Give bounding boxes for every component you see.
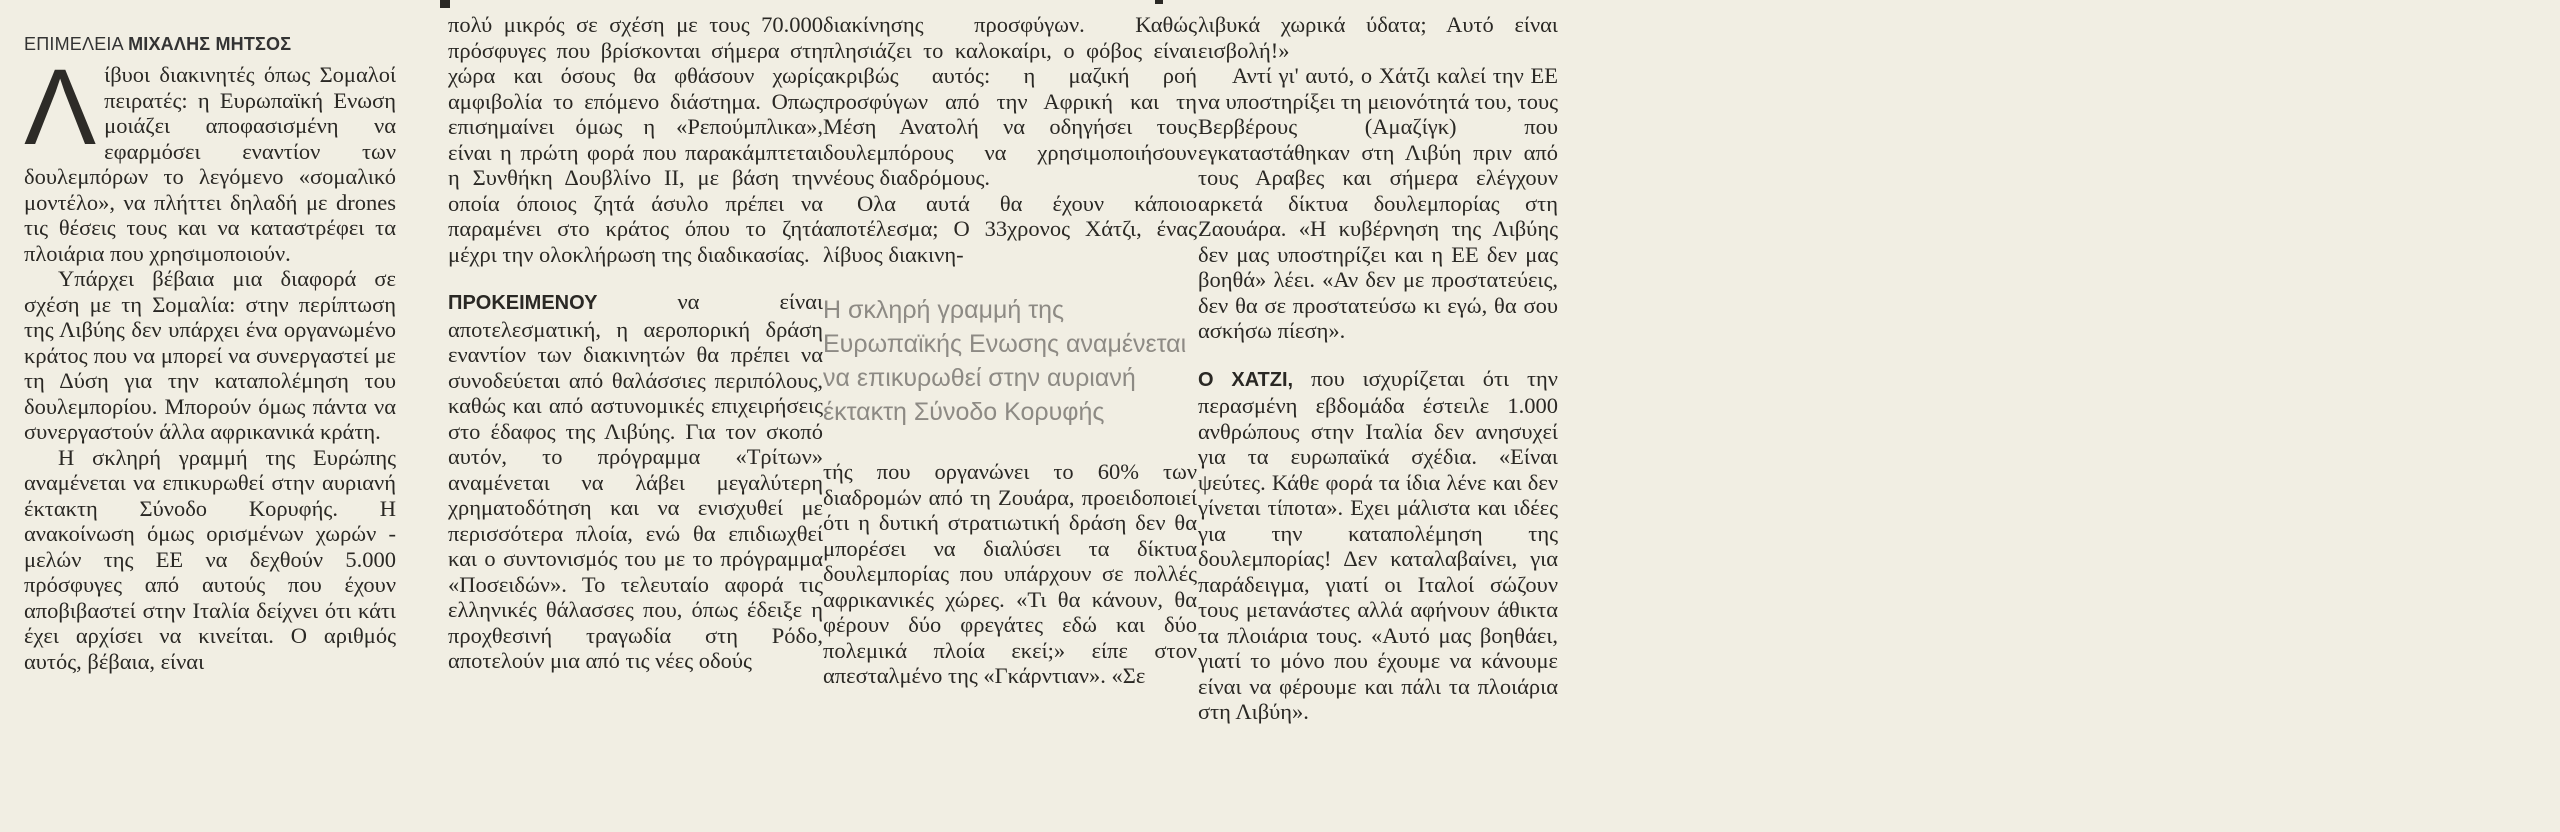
- paragraph-3: Η σκληρή γραμμή της Ευρώπης αναμένεται να επικυρωθεί στην αυριανή έκτακτη Σύνοδο Κορυφής. Η ανακοίνωση όμως ορισμένων χωρών - μελών της ΕΕ να δεχθούν 5.000 πρόσφυγες από αυτούς που έχουν αποβιβαστεί στην Ιταλία δείχνει ότι κάτι έχει αρχίσει να κινείται. Ο αριθμός αυτός, βέβαια, είναι: [24, 444, 396, 674]
- byline-author: ΜΙΧΑΛΗΣ ΜΗΤΣΟΣ: [128, 34, 292, 54]
- drop-cap: Λ: [24, 46, 97, 167]
- byline-prefix: ΕΠΙΜΕΛΕΙΑ: [24, 34, 123, 54]
- paragraph-1: Λίβυοι διακινητές όπως Σομαλοί πειρατές: η Ευρωπαϊκή Ενωση μοιάζει αποφασισμένη να εφαρμόσει εναντίον των δουλεμπόρων το λεγόμενο «σομαλικό μοντέλο», να πλήττει δηλαδή με drones τις θέσεις τους και να καταστρέφει τα πλοιάρια που χρησιμοποιούν.: [24, 46, 396, 266]
- paragraph-2: ΠΡΟΚΕΙΜΕΝΟΥ να είναι αποτελεσματική, η αεροπορική δράση εναντίον των διακινητών θα πρέπει να συνοδεύεται από θαλάσσιες περιπόλους, καθώς και από αστυνομικές επιχειρήσεις στο έδαφος της Λιβύης. Για τον σκοπό αυτόν, το πρόγραμμα «Τρίτων» αναμένεται να λάβει μεγαλύτερη χρηματοδότηση και να ενισχυθεί με περισσότερα πλοία, ενώ θα επιδιωχθεί και ο συντονισμός του με το πρόγραμμα «Ποσειδών». Το τελευταίο αφορά τις ελληνικές θάλασσες που, όπως έδειξε η προχθεσινή τραγωδία στη Ρόδο, αποτελούν μια από τις νέες οδούς: [448, 289, 823, 673]
- column-2: [448, 12, 823, 674]
- column-3: [823, 12, 1197, 689]
- column-4: [1198, 12, 1558, 725]
- paragraph-3: Ο ΧΑΤΖΙ, που ισχυρίζεται ότι την περασμένη εβδομάδα έστειλε 1.000 ανθρώπους στην Ιταλία δεν ανησυχεί για τα ευρωπαϊκά σχέδια. «Είναι ψεύτες. Κάθε φορά τα ίδια λένε και δεν γίνεται τίποτα». Εχει μάλιστα και ιδέες για την καταπολέμηση της δουλεμπορίας! Δεν καταλαβαίνει, για παράδειγμα, γιατί οι Ιταλοί σώζουν τους μετανάστες αλλά αφήνουν άθικτα τα πλοιάρια τους. «Αυτό μας βοηθάει, γιατί το μόνο που έχουμε να κάνουμε είναι να φέρουμε και πάλι τα πλοιάρια στη Λιβύη».: [1198, 365, 1558, 724]
- paragraph-1: πολύ μικρός σε σχέση με τους 70.000 πρόσφυγες που βρίσκονται σήμερα στη χώρα και όσους θα φθάσουν χωρίς αμφιβολία το επόμενο διάστημα. Οπως επισημαίνει όμως η «Ρεπούμπλικα», είναι η πρώτη φορά που παρακάμπτεται η Συνθήκη Δουβλίνο ΙΙ, με βάση την οποία όποιος ζητά άσυλο πρέπει να παραμένει στο κράτος όπου το ζητά μέχρι την ολοκλήρωση της διαδικασίας.: [448, 12, 823, 267]
- paragraph-2: Ολα αυτά θα έχουν κάποιο αποτέλεσμα; Ο 33χρονος Χάτζι, ένας λίβυος διακινη-: [823, 190, 1197, 267]
- run-in-heading: Ο ΧΑΤΖΙ,: [1198, 368, 1294, 391]
- paragraph-2: Αντί γι' αυτό, ο Χάτζι καλεί την ΕΕ να υποστηρίξει τη μειονότητά του, τους Βερβέρους (Αμαζίγκ) που εγκαταστάθηκαν στη Λιβύη πριν από τους Αραβες και σήμερα ελέγχουν αρκετά δίκτυα δουλεμπορίας στη Ζαουάρα. «Η κυβέρνηση της Λιβύης δεν μας υποστηρίζει και η ΕΕ δεν μας βοηθά» λέει. «Αν δεν με προστατεύεις, δεν θα σε προστατεύσω κι εγώ, θα σου ασκήσω πίεση».: [1198, 63, 1558, 343]
- headline-fragment-mark: [1155, 0, 1163, 4]
- column-1: [24, 46, 396, 674]
- paragraph-1: λιβυκά χωρικά ύδατα; Αυτό είναι εισβολή!»: [1198, 12, 1558, 63]
- paragraph-3: τής που οργανώνει το 60% των διαδρομών από τη Ζουάρα, προειδοποιεί ότι η δυτική στρατιωτική δράση δεν θα μπορέσει να διαλύσει τα δίκτυα δουλεμπορίας που υπάρχουν σε πολλές αφρικανικές χώρες. «Τι θα κάνουν, θα φέρουν δύο φρεγάτες εδώ και δύο πολεμικά πλοία εκεί;» είπε στον απεσταλμένο της «Γκάρντιαν». «Σε: [823, 459, 1197, 688]
- run-in-heading: ΠΡΟΚΕΙΜΕΝΟΥ: [448, 292, 598, 314]
- paragraph-2: Υπάρχει βέβαια μια διαφορά σε σχέση με τη Σομαλία: στην περίπτωση της Λιβύης δεν υπάρχει ένα οργανωμένο κράτος που να μπορεί να συνεργαστεί με τη Δύση για την καταπολέμηση του δουλεμπορίου. Μπορούν όμως πάντα να συνεργαστούν άλλα αφρικανικά κράτη.: [24, 266, 396, 444]
- headline-fragment-mark: [440, 0, 450, 8]
- pull-quote: Η σκληρή γραμμή της Ευρωπαϊκής Ενωσης αναμένεται να επικυρωθεί στην αυριανή έκτακτη Σύνοδο Κορυφής: [823, 296, 1187, 426]
- paragraph-1: διακίνησης προσφύγων. Καθώς πλησιάζει το καλοκαίρι, ο φόβος είναι ακριβώς αυτός: η μαζική ροή προσφύγων από την Αφρική και τη Μέση Ανατολή να οδηγήσει τους δουλεμπόρους να χρησιμοποιήσουν νέους διαδρόμους.: [823, 12, 1197, 190]
